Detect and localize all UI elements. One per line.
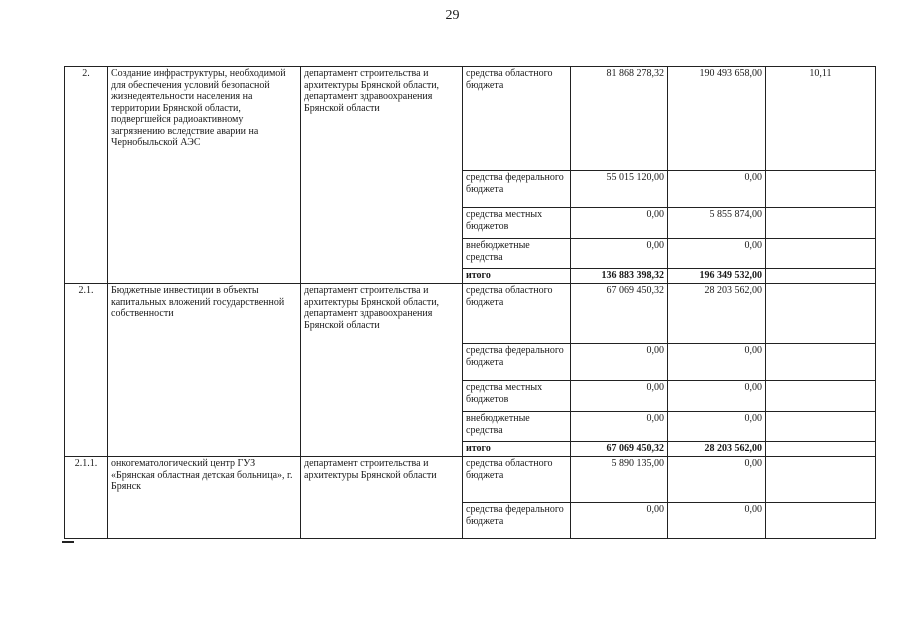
amount-actual: 28 203 562,00 — [668, 442, 766, 457]
amount-planned: 0,00 — [571, 412, 668, 442]
table-row — [65, 67, 876, 171]
row-number: 2.1.1. — [65, 457, 108, 539]
percent — [766, 171, 876, 208]
amount-actual: 28 203 562,00 — [668, 284, 766, 344]
percent — [766, 344, 876, 381]
amount-actual: 196 349 532,00 — [668, 269, 766, 284]
executor: департамент строительства и архитектуры Брянской области — [301, 457, 463, 539]
measure-name: онкогематологический центр ГУЗ «Брянская областная детская больница», г. Брянск — [108, 457, 301, 539]
executor: департамент строительства и архитектуры Брянской области, департамент здравоохранения Брянской области — [301, 284, 463, 457]
amount-planned: 0,00 — [571, 239, 668, 269]
percent — [766, 381, 876, 412]
percent: 10,11 — [766, 67, 876, 171]
funding-source: итого — [463, 442, 571, 457]
amount-planned: 136 883 398,32 — [571, 269, 668, 284]
funding-source: средства областного бюджета — [463, 284, 571, 344]
funding-source: средства федерального бюджета — [463, 171, 571, 208]
page-number: 29 — [445, 8, 460, 23]
amount-actual: 0,00 — [668, 239, 766, 269]
amount-planned: 0,00 — [571, 503, 668, 539]
percent — [766, 412, 876, 442]
amount-actual: 0,00 — [668, 171, 766, 208]
percent — [766, 503, 876, 539]
amount-actual: 0,00 — [668, 412, 766, 442]
measure-name: Создание инфраструктуры, необходимой для обеспечения условий безопасной жизнедеятельности населения на территории Брянской области, подвергшейся радиоактивному загрязнению вследствие аварии на Чернобыльской АЭС — [108, 67, 301, 284]
row-number: 2.1. — [65, 284, 108, 457]
funding-source: средства областного бюджета — [463, 457, 571, 503]
amount-actual: 0,00 — [668, 503, 766, 539]
amount-planned: 0,00 — [571, 381, 668, 412]
amount-actual: 190 493 658,00 — [668, 67, 766, 171]
amount-planned: 81 868 278,32 — [571, 67, 668, 171]
amount-actual: 5 855 874,00 — [668, 208, 766, 239]
amount-actual: 0,00 — [668, 381, 766, 412]
percent — [766, 457, 876, 503]
measure-name: Бюджетные инвестиции в объекты капитальных вложений государственной собственности — [108, 284, 301, 457]
amount-actual: 0,00 — [668, 457, 766, 503]
table-row — [65, 284, 876, 344]
amount-planned: 55 015 120,00 — [571, 171, 668, 208]
funding-source: средства федерального бюджета — [463, 344, 571, 381]
percent — [766, 269, 876, 284]
amount-planned: 0,00 — [571, 344, 668, 381]
funding-source: итого — [463, 269, 571, 284]
funding-source: средства федерального бюджета — [463, 503, 571, 539]
table-row — [65, 457, 876, 503]
funding-source: средства областного бюджета — [463, 67, 571, 171]
funding-source: внебюджетные средства — [463, 239, 571, 269]
amount-planned: 67 069 450,32 — [571, 284, 668, 344]
percent — [766, 239, 876, 269]
amount-planned: 5 890 135,00 — [571, 457, 668, 503]
percent — [766, 284, 876, 344]
amount-planned: 67 069 450,32 — [571, 442, 668, 457]
amount-planned: 0,00 — [571, 208, 668, 239]
scan-edge-line — [62, 541, 74, 543]
row-number: 2. — [65, 67, 108, 284]
amount-actual: 0,00 — [668, 344, 766, 381]
funding-source: средства местных бюджетов — [463, 208, 571, 239]
budget-table — [64, 66, 876, 539]
percent — [766, 442, 876, 457]
funding-source: внебюджетные средства — [463, 412, 571, 442]
funding-source: средства местных бюджетов — [463, 381, 571, 412]
executor: департамент строительства и архитектуры Брянской области, департамент здравоохранения Брянской области — [301, 67, 463, 284]
percent — [766, 208, 876, 239]
